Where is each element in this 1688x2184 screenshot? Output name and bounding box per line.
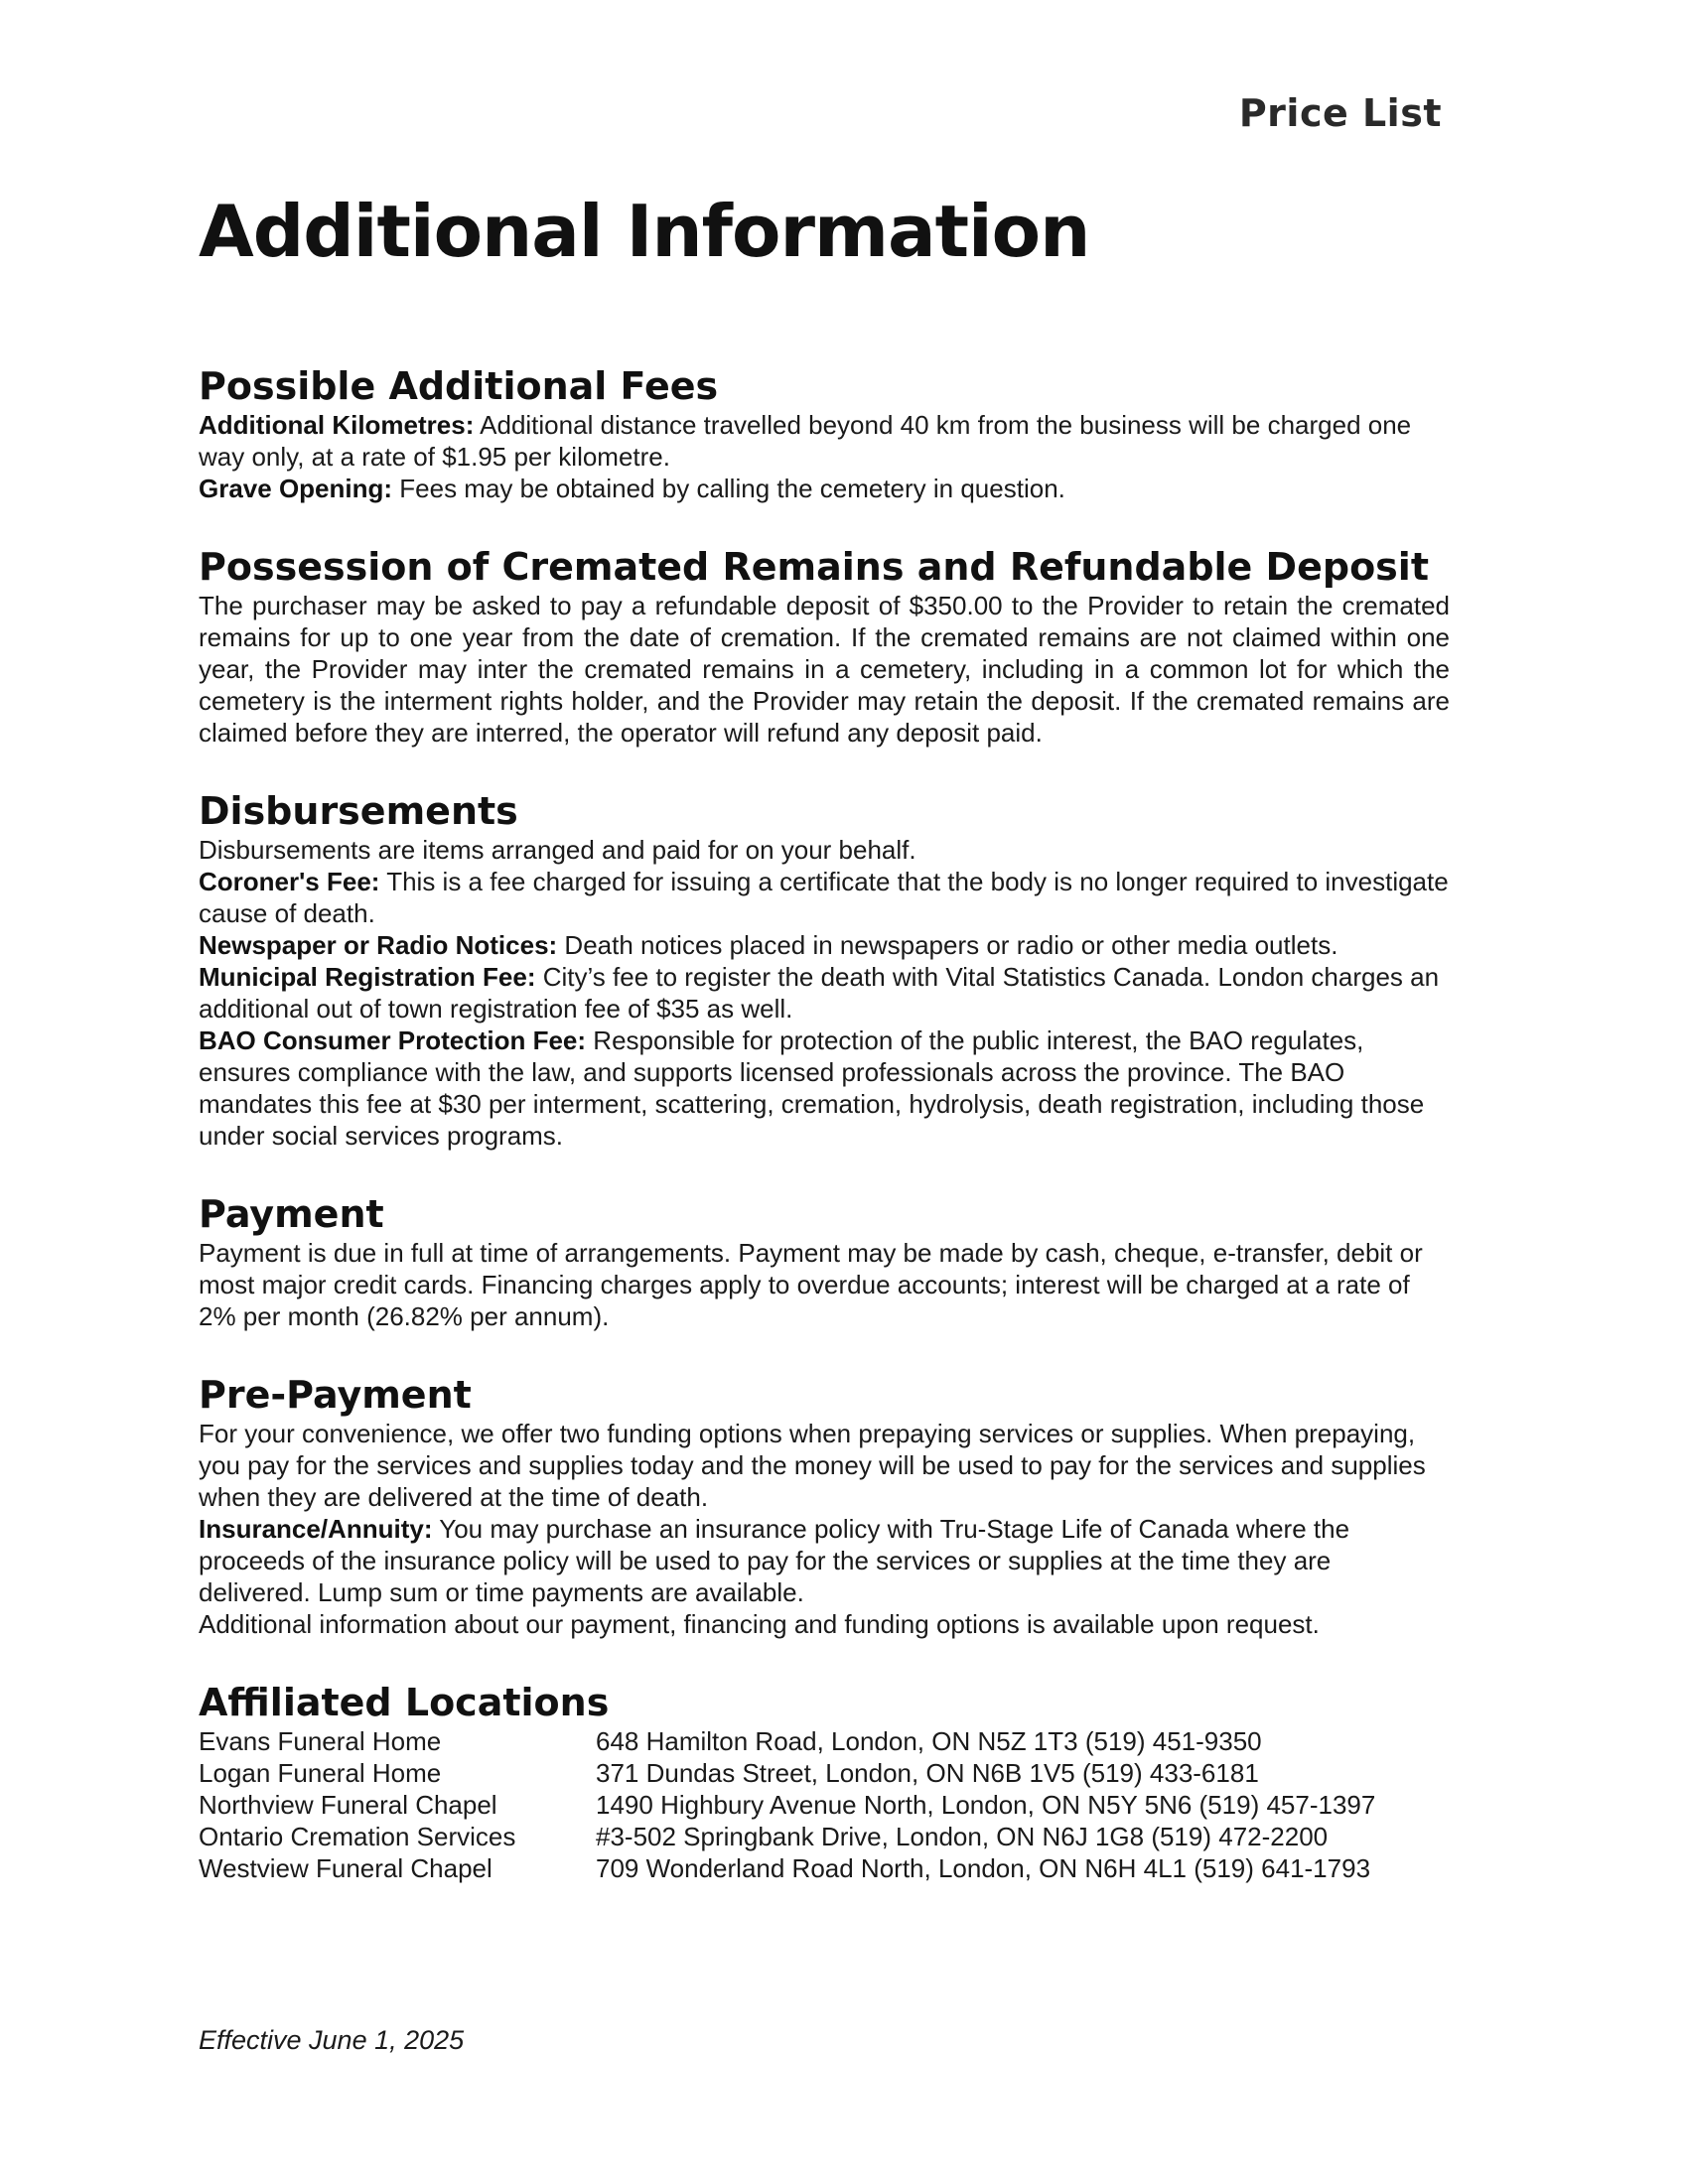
section-heading: Affiliated Locations (199, 1681, 610, 1724)
section-heading: Payment (199, 1192, 384, 1236)
section-heading: Disbursements (199, 789, 518, 833)
section-cremated-remains (199, 544, 1450, 749)
fee-text: This is a fee charged for issuing a certificate that the body is no longer required to investigate cause of death. (199, 867, 1449, 928)
fee-label: Newspaper or Radio Notices: (199, 930, 558, 960)
disbursement-coroner (199, 866, 1450, 929)
fee-text: Fees may be obtained by calling the cemetery in question. (392, 474, 1065, 503)
location-name: Logan Funeral Home (199, 1758, 442, 1788)
section-paragraph: Additional information about our payment, financing and funding options is available upon request. (199, 1609, 1320, 1639)
fee-label: Insurance/Annuity: (199, 1514, 433, 1544)
location-name: Ontario Cremation Services (199, 1822, 516, 1851)
section-paragraph: For your convenience, we offer two funding options when prepaying services or supplies. When prepaying, you pay for the services and supplies today and the money will be used to pay for the services and supplies when they are delivered at the time of death. (199, 1419, 1426, 1512)
sections (199, 363, 1450, 1884)
section-pre-payment (199, 1372, 1450, 1640)
locations-table (199, 1725, 1375, 1884)
section-paragraph: Disbursements are items arranged and paid for on your behalf. (199, 835, 916, 865)
fee-text: You may purchase an insurance policy with Tru-Stage Life of Canada where the proceeds of the insurance policy will be used to pay for the services or supplies at the time they are delivered. Lump sum or time payments are available. (199, 1514, 1350, 1607)
section-heading: Possession of Cremated Remains and Refundable Deposit (199, 545, 1429, 589)
fee-text: City’s fee to register the death with Vital Statistics Canada. London charges an additional out of town registration fee of $35 as well. (199, 962, 1440, 1024)
location-address: 648 Hamilton Road, London, ON N5Z 1T3 (519) 451-9350 (596, 1726, 1262, 1756)
fee-label: Additional Kilometres: (199, 410, 475, 440)
location-name: Evans Funeral Home (199, 1726, 442, 1756)
location-name: Westview Funeral Chapel (199, 1853, 492, 1883)
disbursement-notices (199, 929, 1450, 961)
fee-text: Responsible for protection of the public interest, the BAO regulates, ensures compliance with the law, and supports licensed professionals across the province. The BAO mandates this fee at $30 per interment, scattering, cremation, hydrolysis, death registration, including those under social services programs. (199, 1025, 1425, 1151)
table-row (199, 1725, 1375, 1757)
effective-date: Effective June 1, 2025 (199, 2025, 465, 2055)
disbursement-bao (199, 1024, 1450, 1152)
location-address: 709 Wonderland Road North, London, ON N6H 4L1 (519) 641-1793 (596, 1853, 1371, 1883)
fee-grave-opening (199, 473, 1450, 504)
section-additional-fees (199, 363, 1450, 504)
page-title: Additional Information (199, 190, 1090, 273)
fee-label: Coroner's Fee: (199, 867, 380, 896)
page-label: Price List (1238, 91, 1442, 135)
fee-label: BAO Consumer Protection Fee: (199, 1025, 587, 1055)
section-affiliated-locations (199, 1680, 1450, 1884)
fee-text: Additional distance travelled beyond 40 km from the business will be charged one way only, at a rate of $1.95 per kilometre. (199, 410, 1412, 472)
location-address: 371 Dundas Street, London, ON N6B 1V5 (519) 433-6181 (596, 1758, 1259, 1788)
location-name: Northview Funeral Chapel (199, 1790, 497, 1820)
fee-text: Death notices placed in newspapers or radio or other media outlets. (557, 930, 1338, 960)
fee-additional-km (199, 409, 1450, 473)
section-heading: Pre-Payment (199, 1373, 472, 1417)
fee-label: Grave Opening: (199, 474, 393, 503)
table-row (199, 1852, 1375, 1884)
table-row (199, 1757, 1375, 1789)
table-row (199, 1789, 1375, 1821)
section-paragraph: The purchaser may be asked to pay a refundable deposit of $350.00 to the Provider to retain the cremated remains for up to one year from the date of cremation. If the cremated remains are not claimed within one year, the Provider may inter the cremated remains in a cemetery, including in a common lot for which the cemetery is the interment rights holder, and the Provider may retain the deposit. If the cremated remains are claimed before they are interred, the operator will refund any deposit paid. (199, 591, 1450, 748)
section-disbursements (199, 788, 1450, 1152)
location-address: #3-502 Springbank Drive, London, ON N6J 1G8 (519) 472-2200 (596, 1822, 1329, 1851)
section-payment (199, 1191, 1450, 1332)
prepayment-insurance (199, 1513, 1450, 1608)
section-paragraph: Payment is due in full at time of arrangements. Payment may be made by cash, cheque, e-transfer, debit or most major credit cards. Financing charges apply to overdue accounts; interest will be charged at a rate of 2% per month (26.82% per annum). (199, 1238, 1423, 1331)
document-content (199, 187, 1450, 1924)
disbursement-municipal (199, 961, 1450, 1024)
fee-label: Municipal Registration Fee: (199, 962, 536, 992)
table-row (199, 1821, 1375, 1852)
location-address: 1490 Highbury Avenue North, London, ON N5Y 5N6 (519) 457-1397 (596, 1790, 1376, 1820)
section-heading: Possible Additional Fees (199, 364, 719, 408)
